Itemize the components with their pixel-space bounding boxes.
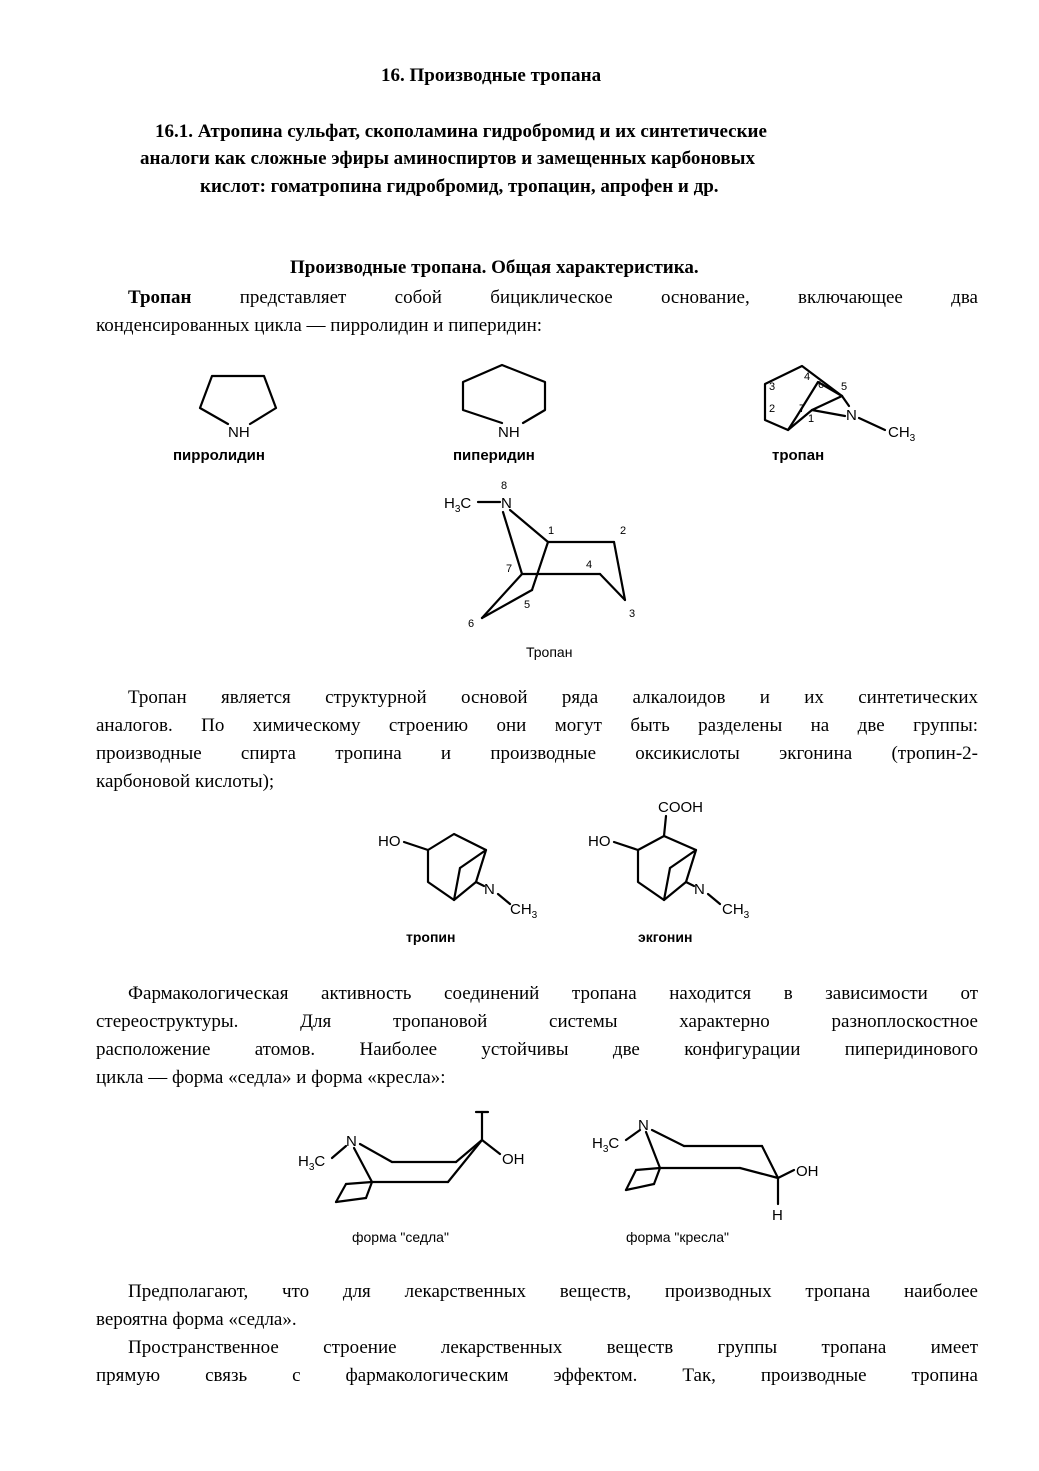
tropane3d-num-7: 7 (506, 563, 513, 575)
para3-line-4: цикла — форма «седла» и форма «кресла»: (96, 1067, 446, 1088)
tropane-bold-word: Тропан (128, 287, 192, 308)
chair-left-2 (626, 1170, 636, 1190)
saddle-left-1 (346, 1182, 372, 1184)
tropane-num-4: 4 (804, 371, 811, 383)
tropane3d-c1-c5 (532, 542, 548, 590)
para3-line-1: Фармакологическая активность соединений тропана находится в зависимости от (128, 983, 978, 1004)
subsection-title-line-1: 16.1. Атропина сульфат, скополамина гидробромид и их синтетические (155, 121, 767, 142)
chair-right-1 (762, 1146, 778, 1178)
saddle-n: N (346, 1133, 357, 1150)
tropane-num-6: 6 (818, 379, 825, 391)
tropine-ch3: $CH_3$ (510, 901, 538, 921)
chair-left-3 (626, 1184, 654, 1190)
tropane3d-num-2: 2 (620, 525, 627, 537)
para2-line-3: производные спирта тропина и производные оксикислоты экгонина (тропин-2- (96, 743, 978, 764)
chair-n-right (652, 1130, 684, 1146)
para4-line-2: вероятна форма «седла». (96, 1309, 297, 1330)
general-heading: Производные тропана. Общая характеристика. (290, 257, 699, 278)
tropine-ho-bond (404, 842, 428, 850)
pyrrolidine-label: пирролидин (173, 447, 265, 464)
ecgonine-cooh-bond (664, 816, 666, 836)
saddle-n-right (360, 1144, 392, 1162)
ecgonine-n-bond (686, 882, 694, 886)
ecgonine-ho-bond (614, 842, 638, 850)
piperidine-ring (463, 365, 545, 423)
chair-left-4 (654, 1168, 660, 1184)
tropane3d-caption: Тропан (526, 644, 573, 660)
para1-line-1 (96, 284, 978, 311)
para1-line-2: конденсированных цикла — пирролидин и пиперидин: (96, 315, 543, 336)
para2-line-2: аналогов. По химическому строению они могут быть разделены на две группы: (96, 715, 978, 736)
tropane-num-2: 2 (769, 403, 776, 415)
tropine-ho: HO (378, 833, 401, 850)
chair-h: H (772, 1207, 783, 1224)
ecgonine-ho: HO (588, 833, 611, 850)
chair-right-2 (740, 1168, 778, 1178)
chair-label: форма "кресла" (626, 1229, 729, 1245)
para4-line-1: Предполагают, что для лекарственных веществ, производных тропана наиболее (128, 1281, 978, 1302)
tropane-3d-structure (440, 478, 660, 668)
para2-line-4: карбоновой кислоты); (96, 771, 275, 792)
saddle-oh-bond (482, 1140, 500, 1154)
chair-left-1 (636, 1168, 660, 1170)
tropane-num-1: 1 (808, 413, 815, 425)
chair-oh-bond (778, 1170, 794, 1178)
para2-line-1: Тропан является структурной основой ряда алкалоидов и их синтетических (128, 687, 978, 708)
saddle-form-structure (296, 1100, 546, 1250)
pyrrolidine-nh: NH (228, 424, 250, 441)
ecgonine-n: N (694, 881, 705, 898)
chair-n-left (646, 1132, 660, 1168)
tropane-num-5: 5 (841, 381, 848, 393)
tropane3d-num-3: 3 (629, 608, 636, 620)
saddle-left-3 (336, 1198, 366, 1202)
tropane-n: N (846, 407, 857, 424)
saddle-methyl-bond (332, 1146, 346, 1158)
saddle-oh: OH (502, 1151, 525, 1168)
saddle-n-left (354, 1148, 372, 1182)
tropane-n-methyl-bond (859, 418, 885, 430)
tropane-num-3: 3 (769, 381, 776, 393)
ecgonine-ring (638, 836, 696, 900)
ecgonine-methyl-bond (708, 894, 720, 904)
ecgonine-label: экгонин (638, 929, 693, 945)
tropine-label: тропин (406, 929, 456, 945)
saddle-left-2 (336, 1184, 346, 1202)
section-title: 16. Производные тропана (381, 65, 602, 86)
chair-oh: OH (796, 1163, 819, 1180)
chair-n: N (638, 1117, 649, 1134)
para5-line-2: прямую связь с фармакологическим эффектом. Так, производные тропина (96, 1365, 978, 1386)
chair-form-structure (590, 1110, 840, 1260)
tropane-label: тропан (772, 447, 825, 464)
para1-line-1-rest: представляет собой бициклическое основание, включающее два (191, 287, 978, 308)
subsection-title-line-2: аналоги как сложные эфиры аминоспиртов и замещенных карбоновых (140, 148, 755, 169)
tropane3d-n: N (501, 495, 512, 512)
pyrrolidine-structure (170, 368, 320, 468)
tropane-bicyclic-structure (752, 358, 942, 468)
tropane-num-7: 7 (799, 403, 806, 415)
tropine-ring (428, 834, 486, 900)
para5-line-1: Пространственное строение лекарственных веществ группы тропана имеет (128, 1337, 978, 1358)
piperidine-structure (447, 360, 597, 468)
piperidine-nh: NH (498, 424, 520, 441)
ecgonine-ch3: $CH_3$ (722, 901, 750, 921)
tropane3d-c6-c7 (482, 574, 522, 618)
tropane3d-num-6: 6 (468, 618, 475, 630)
saddle-h3c: $H_3C$ (298, 1153, 326, 1173)
ecgonine-cooh: COOH (658, 799, 703, 816)
subsection-title-line-3: кислот: гоматропина гидробромид, тропацин, апрофен и др. (200, 176, 719, 197)
chair-h3c: $H_3C$ (592, 1135, 620, 1155)
tropane3d-num-5: 5 (524, 599, 531, 611)
tropane3d-num-1: 1 (548, 525, 555, 537)
saddle-left-4 (366, 1182, 372, 1198)
piperidine-label: пиперидин (453, 447, 535, 464)
para3-line-2: стереоструктуры. Для тропановой системы характерно разноплоскостное (96, 1011, 978, 1032)
para3-line-3: расположение атомов. Наиболее устойчивы две конфигурации пиперидинового (96, 1039, 978, 1060)
ecgonine-structure (586, 792, 776, 950)
tropine-methyl-bond (498, 894, 510, 904)
saddle-label: форма "седла" (352, 1229, 449, 1245)
pyrrolidine-ring (200, 376, 276, 424)
tropane3d-num-8: 8 (501, 480, 508, 492)
tropane3d-h3c: $H_3C$ (444, 495, 472, 515)
tropane-ch3: $CH_3$ (888, 424, 916, 444)
tropane3d-n-c1 (510, 510, 548, 542)
tropane-n-bridge-top (842, 396, 849, 406)
tropine-structure (376, 820, 566, 950)
tropane3d-num-4: 4 (586, 559, 593, 571)
tropine-n-bond (476, 882, 484, 886)
tropine-n: N (484, 881, 495, 898)
tropane-n-bridge-bottom (812, 410, 845, 416)
